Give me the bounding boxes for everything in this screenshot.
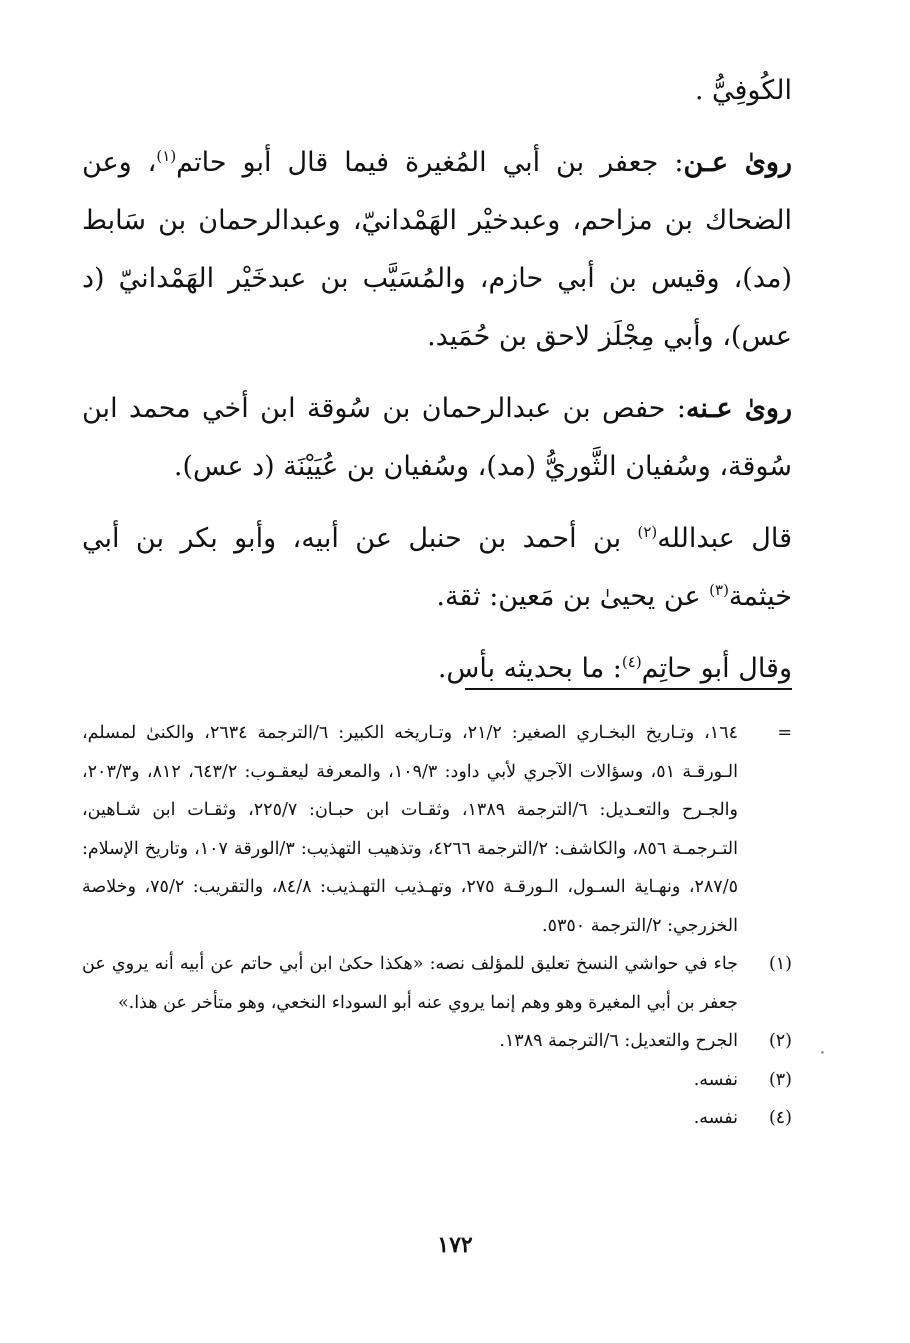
narrated-by-text: : حفص بن عبدالرحمان بن سُوقة ابن أخي محمد ابن سُوقة، وسُفيان الثَّوريُّ (مد)، وسُفيان بن عُيَيْنَة (د عس). <box>82 393 792 482</box>
ink-speck-mark: • <box>819 1049 825 1059</box>
footnote-text: الجرح والتعديل: ٦/الترجمة ١٣٨٩. <box>499 1031 738 1051</box>
footnote-ref-2[interactable]: (٢) <box>637 523 658 541</box>
footnote-number: (٤) <box>768 1108 792 1128</box>
footnote-text: نفسه. <box>693 1108 738 1128</box>
narrated-from-paragraph <box>82 134 792 366</box>
footnote-ref-3[interactable]: (٣) <box>709 581 729 599</box>
footnote-divider <box>465 688 792 690</box>
footnote-2 <box>82 1022 792 1061</box>
footnote-number: (١) <box>768 954 792 974</box>
narrated-by-paragraph <box>82 380 792 496</box>
footnote-1 <box>82 945 792 1022</box>
abdullah-quote-text: قال عبدالله <box>657 523 792 554</box>
page-number: ١٧٢ <box>437 1232 473 1258</box>
narrated-from-label: روىٰ عـن <box>683 147 793 178</box>
narrated-by-label: روىٰ عـنه <box>685 393 792 424</box>
abdullah-quote-continuation: بن أحمد بن حنبل عن أبيه، وأبو بكر بن أبي خيثمة <box>82 523 792 612</box>
footnote-3 <box>82 1061 792 1100</box>
narrated-from-text: : جعفر بن أبي المُغيرة فيما قال أبو حاتم <box>176 147 684 178</box>
nisba-text: الكُوفِيُّ . <box>694 75 792 106</box>
narrated-from-continuation: ، وعن الضحاك بن مزاحم، وعبدخيْر الهَمْدانيّ، وعبدالرحمان بن سَابط (مد)، وقيس بن أبي حازم، والمُسَيَّب بن عبدخَيْر الهَمْدانيّ (د عس)، وأبي مِجْلَز لاحق بن حُمَيد. <box>82 147 792 352</box>
abu-hatim-text: وقال أبو حاتِم <box>641 653 792 684</box>
abdullah-quote-paragraph <box>82 510 792 626</box>
footnote-ref-4[interactable]: (٤) <box>621 653 642 671</box>
footnote-4 <box>82 1099 792 1138</box>
footnote-number: (٢) <box>768 1031 792 1051</box>
footnote-ref-1[interactable]: (١) <box>156 147 177 165</box>
main-text <box>82 62 792 698</box>
footnote-text: جاء في حواشي النسخ تعليق للمؤلف نصه: «هكذا حكىٰ ابن أبي حاتم عن أبيه أنه يروي عن جعفر بن أبي المغيرة وهو وهم إنما يروي عنه أبو السوداء النخعي، وهو متأخر عن هذا.» <box>82 954 738 1013</box>
footnote-number: = <box>777 723 792 743</box>
abu-hatim-continuation: : ما بحديثه بأس. <box>437 653 622 684</box>
footnotes-section <box>82 714 792 1138</box>
footnote-number: (٣) <box>768 1069 792 1090</box>
footnote-text: نفسه. <box>693 1069 738 1090</box>
abdullah-quote-end: عن يحيىٰ بن مَعين: ثقة. <box>436 581 710 612</box>
footnote-continued <box>82 714 792 945</box>
heading-line <box>82 62 792 120</box>
footnote-text: ١٦٤، وتـاريخ البخـاري الصغير: ٢١/٢، وتـاريخه الكبير: ٦/الترجمة ٢٦٣٤، والكنىٰ لمسلم، الـورقـة ٥١، وسؤالات الآجري لأبي داود: ١٠٩/٣، والمعرفة ليعقـوب: ٦٤٣/٢، ٨١٢، و٢٠٣/٣، والجـرح والتعـديل: ٦/الترجمة ١٣٨٩، وثقـات ابن حبـان: ٢٢٥/٧، وثقـات ابن شـاهين، التـرجمـة ٨٥٦، والكاشف: ٢/الترجمة ٤٢٦٦، وتذهيب التهذيب: ٣/الورقة ١٠٧، وتاريخ الإسلام: ٢٨٧/٥، ونهـاية السـول، الـورقـة ٢٧٥، وتهـذيب التهـذيب: ٨٤/٨، والتقريب: ٧٥/٢، وخلاصة الخزرجي: ٢/الترجمة ٥٣٥٠. <box>82 723 739 936</box>
